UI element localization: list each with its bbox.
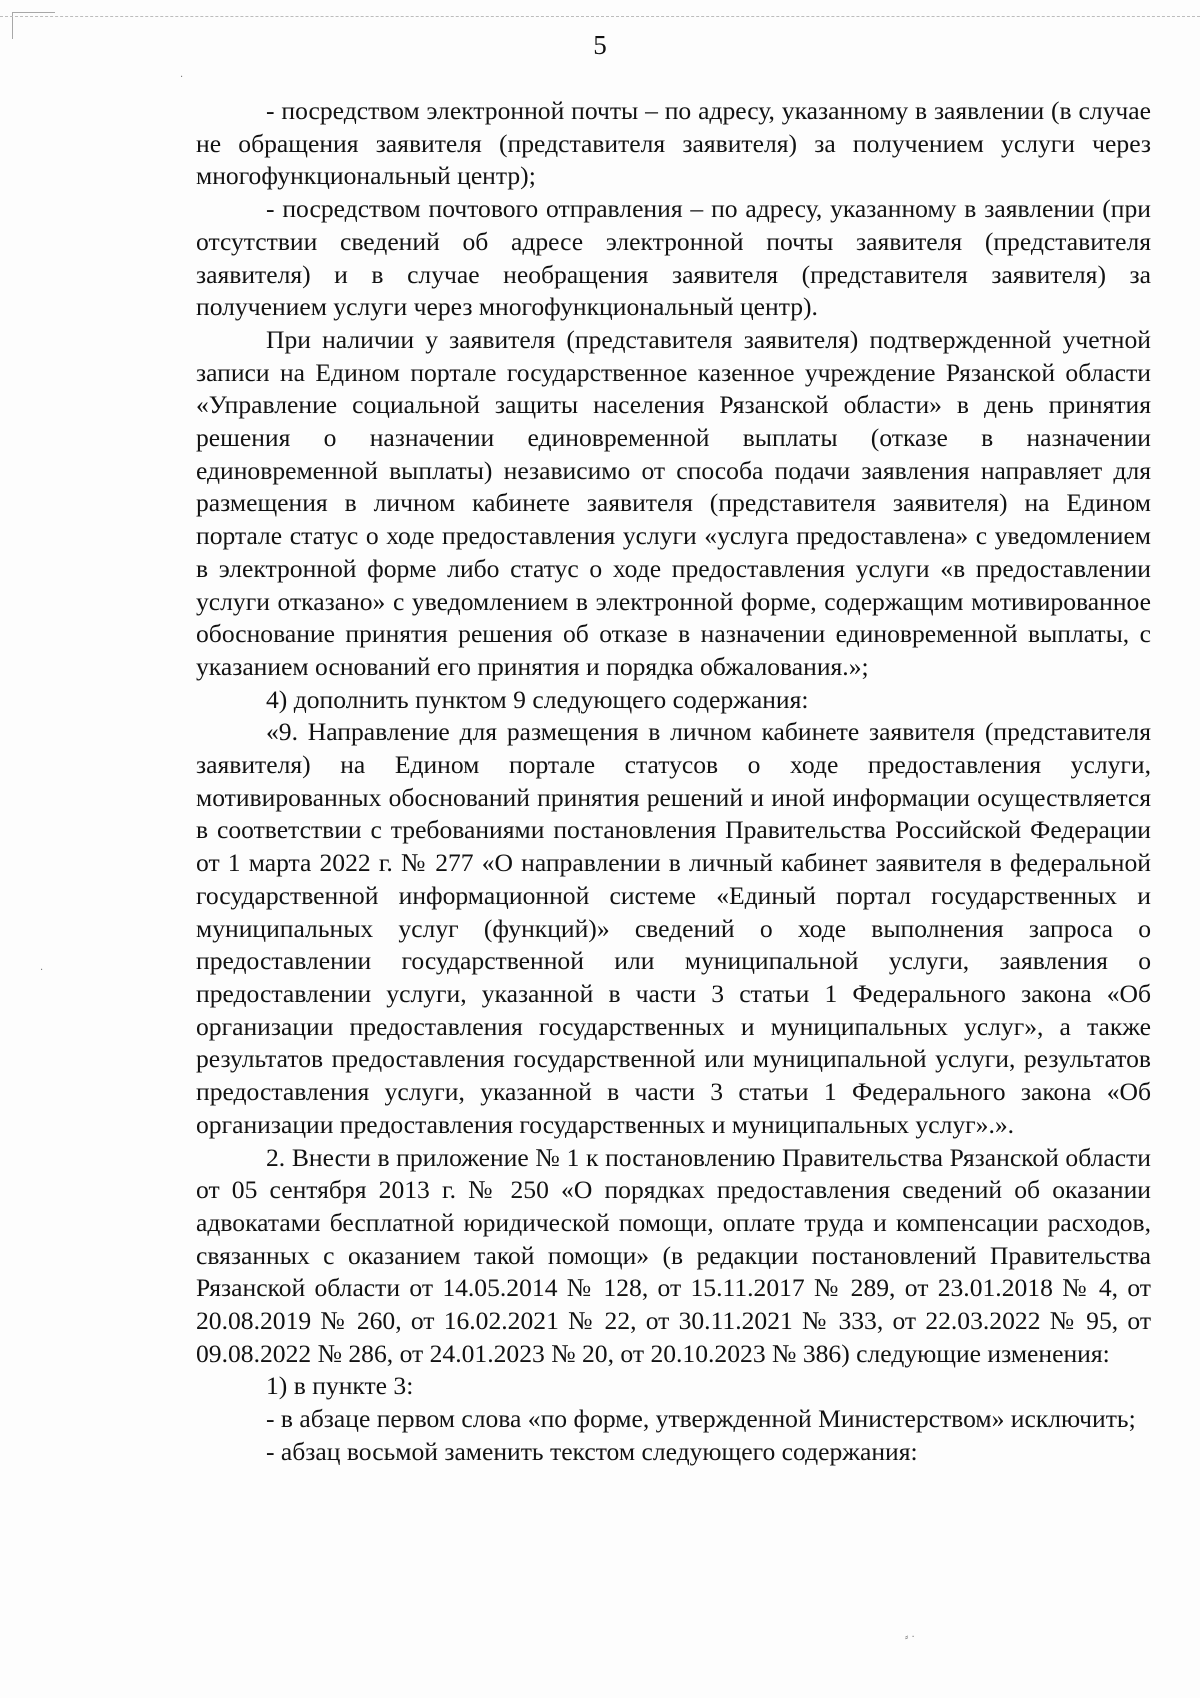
scan-speck: ⸗ · — [905, 1632, 915, 1643]
paragraph-section-2: 2. Внести в приложение № 1 к постановлению Правительства Рязанской области от 05 сентября 2013 г. № 250 «О порядках предоставления сведений об оказании адвокатами бесплатной юридической помощи, оплате труда и компенсации расходов, связанных с оказанием такой помощи» (в редакции постановлений Правительства Рязанской области от 14.05.2014 № 128, от 15.11.2017 № 289, от 23.01.2018 № 4, от 20.08.2019 № 260, от 16.02.2021 № 22, от 30.11.2021 № 333, от 22.03.2022 № 95, от 09.08.2022 № 286, от 24.01.2023 № 20, от 20.10.2023 № 386) следующие изменения: — [196, 1142, 1151, 1368]
paragraph-point-9: «9. Направление для размещения в личном кабинете заявителя (представителя заявителя) на Едином портале статусов о ходе предоставления услуги, мотивированных обоснований принятия решений и иной информации осуществляется в соответствии с требованиями постановления Правительства Российской Федерации от 1 марта 2022 г. № 277 «О направлении в личный кабинет заявителя в федеральной государственной информационной системе «Единый портал государственных и муниципальных услуг (функций)» сведений о ходе выполнения запроса о предоставлении государственной или муниципальной услуги, заявления о предоставлении услуги, указанной в части 3 статьи 1 Федерального закона «Об организации предоставления государственных и муниципальных услуг», а также результатов предоставления государственной или муниципальной услуги, результатов предоставления услуги, указанной в части 3 статьи 1 Федерального закона «Об организации предоставления государственных и муниципальных услуг».». — [196, 717, 1151, 1139]
page-number: 5 — [593, 30, 607, 60]
paragraph-item-1: 1) в пункте 3: — [266, 1371, 414, 1401]
paragraph-portal-status: При наличии у заявителя (представителя заявителя) подтвержденной учетной записи на Едином портале государственное казенное учреждение Рязанской области «Управление социальной защиты населения Рязанской области» в день принятия решения о назначении единовременной выплаты (отказе в назначении единовременной выплаты) независимо от способа подачи заявления направляет для размещения в личном кабинете заявителя (представителя заявителя) на Едином портале статус о ходе предоставления услуги «услуга предоставлена» с уведомлением в электронной форме либо статус о ходе предоставления услуги «в предоставлении услуги отказано» с уведомлением в электронной форме, содержащим мотивированное обоснование принятия решения об отказе в назначении единовременной выплаты, с указанием оснований его принятия и порядка обжалования.»; — [196, 324, 1151, 681]
scan-speck: · — [180, 72, 184, 83]
paragraph-post: - посредством почтового отправления – по адресу, указанному в заявлении (при отсутствии сведений об адресе электронной почты заявителя (представителя заявителя) и в случае необращения заявителя (представителя заявителя) за получением услуги через многофункциональный центр). — [196, 194, 1151, 322]
scan-speck: · — [40, 965, 44, 976]
paragraph-email: - посредством электронной почты – по адресу, указанному в заявлении (в случае не обращения заявителя (представителя заявителя) за получением услуги через многофункциональный центр); — [196, 96, 1151, 191]
paragraph-abzac-8: - абзац восьмой заменить текстом следующего содержания: — [266, 1436, 918, 1466]
scan-top-edge — [0, 16, 1200, 21]
paragraph-item-4: 4) дополнить пунктом 9 следующего содержания: — [266, 684, 809, 714]
paragraph-abzac-1: - в абзаце первом слова «по форме, утвержденной Министерством» исключить; — [266, 1404, 1136, 1434]
document-body — [196, 95, 1151, 1469]
